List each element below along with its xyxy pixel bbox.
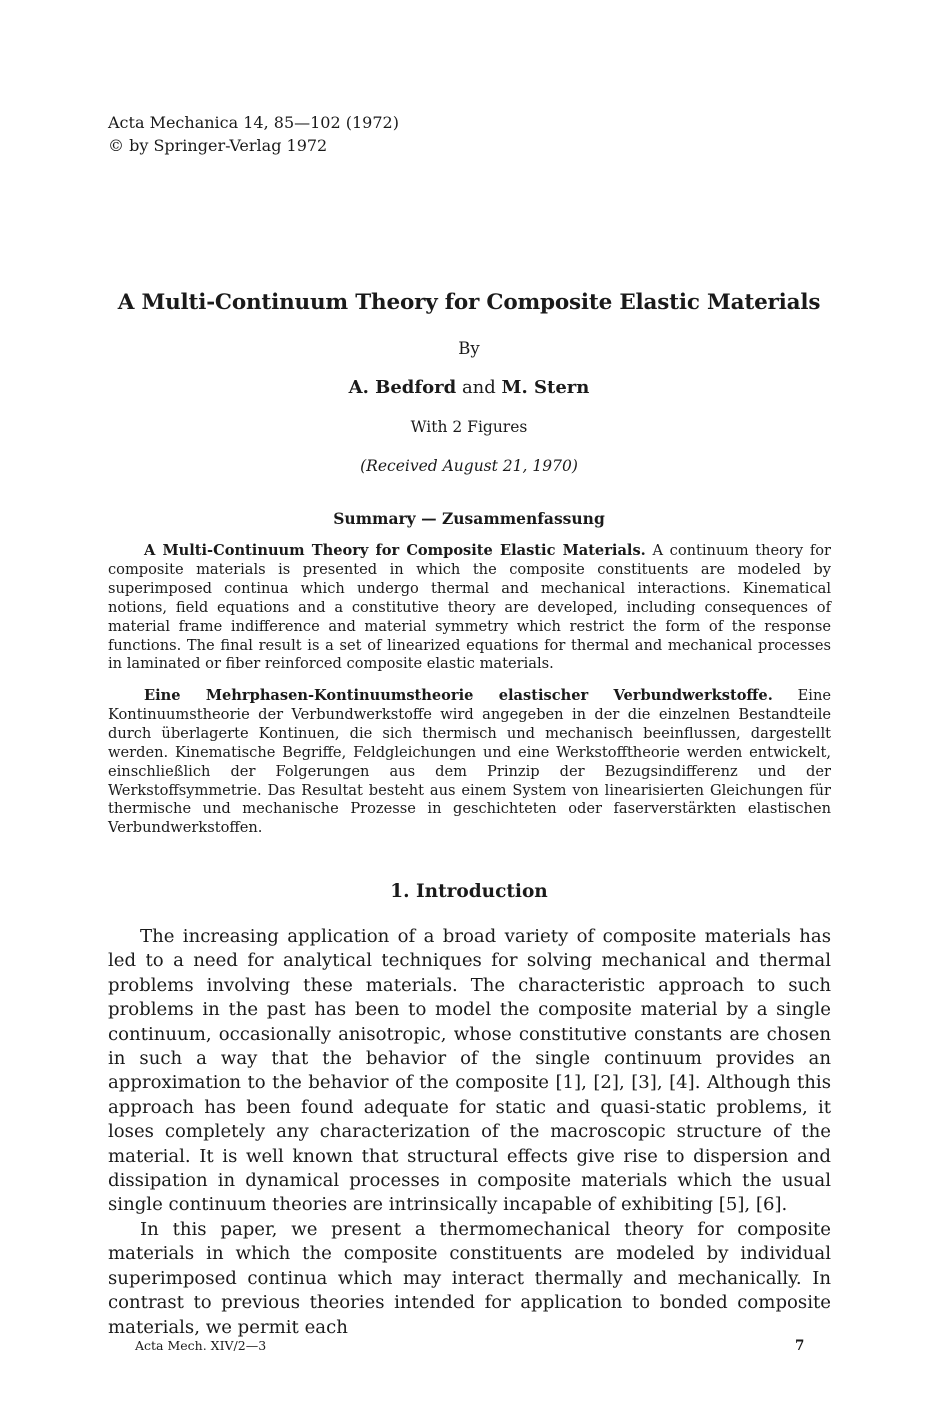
abstract-english-text: A continuum theory for composite materials is presented in which the composite constituents are modeled by superimposed continua which undergo thermal and mechanical interactions. Kinematical notions, field equations and a constitutive theory are developed, including consequences of material frame indifference and material symmetry which restrict the form of the response functions. The final result is a set of linearized equations for thermal and mechanical processes in laminated or fiber reinforced composite elastic materials.: [108, 542, 832, 673]
body-paragraph-1: The increasing application of a broad variety of composite materials has led to a need for analytical techniques for solving mechanical and thermal problems involving these materials. The characteristic approach to such problems in the past has been to model the composite material by a single continuum, occasionally anisotropic, whose constitutive constants are chosen in such a way that the behavior of the single continuum provides an approximation to the behavior of the composite [1], [2], [3], [4]. Although this approach has been found adequate for static and quasi-static problems, it loses completely any characterization of the macroscopic structure of the material. It is well known that structural effects give rise to dispersion and dissipation in dynamical processes in composite materials which the usual single continuum theories are intrinsically incapable of exhibiting [5], [6].: [108, 926, 831, 1216]
abstract-english-title: A Multi-Continuum Theory for Composite Elastic Materials.: [144, 542, 646, 559]
abstract-english: [108, 542, 831, 674]
section-heading: 1. Introduction: [390, 881, 548, 902]
by-label: By: [458, 339, 480, 358]
summary-heading: Summary — Zusammenfassung: [333, 509, 605, 528]
abstract-german-text: Eine Kontinuumstheorie der Verbundwerkstoffe wird angegeben in der die einzelnen Bestandteile durch überlagerte Kontinuen, die sich thermisch und mechanisch beeinflussen, dargestellt werden. Kinematische Begriffe, Feldgleichungen und eine Werkstofftheorie werden entwickelt, einschließlich der Folgerungen aus dem Prinzip der Bezugsindifferenz und der Werkstoffsymmetrie. Das Resultat besteht aus einem System von linearisierten Gleichungen für thermische und mechanische Prozesse in geschichteten oder faserverstärkten elastischen Verbundwerkstoffen.: [108, 687, 832, 837]
abstract-german: [108, 687, 831, 838]
received-date: (Received August 21, 1970): [360, 457, 578, 475]
author-conj: and: [461, 377, 496, 398]
journal-citation: Acta Mechanica 14, 85—102 (1972): [108, 113, 399, 132]
figures-note: With 2 Figures: [410, 418, 528, 436]
footer-journal: Acta Mech. XIV/2—3: [135, 1338, 267, 1353]
author-second: M. Stern: [501, 377, 590, 398]
author-first: A. Bedford: [348, 377, 457, 398]
copyright-line: © by Springer-Verlag 1972: [108, 136, 328, 155]
page-number: 7: [795, 1338, 805, 1354]
abstract-german-title: Eine Mehrphasen-Kontinuumstheorie elastischer Verbundwerkstoffe.: [144, 687, 773, 704]
paper-title: A Multi-Continuum Theory for Composite Elastic Materials: [117, 290, 821, 315]
body-paragraph-2: In this paper, we present a thermomechanical theory for composite materials in which the composite constituents are modeled by individual superimposed continua which may interact thermally and mechanically. In contrast to previous theories intended for application to bonded composite materials, we permit each: [108, 1219, 831, 1338]
authors: [0, 377, 938, 398]
